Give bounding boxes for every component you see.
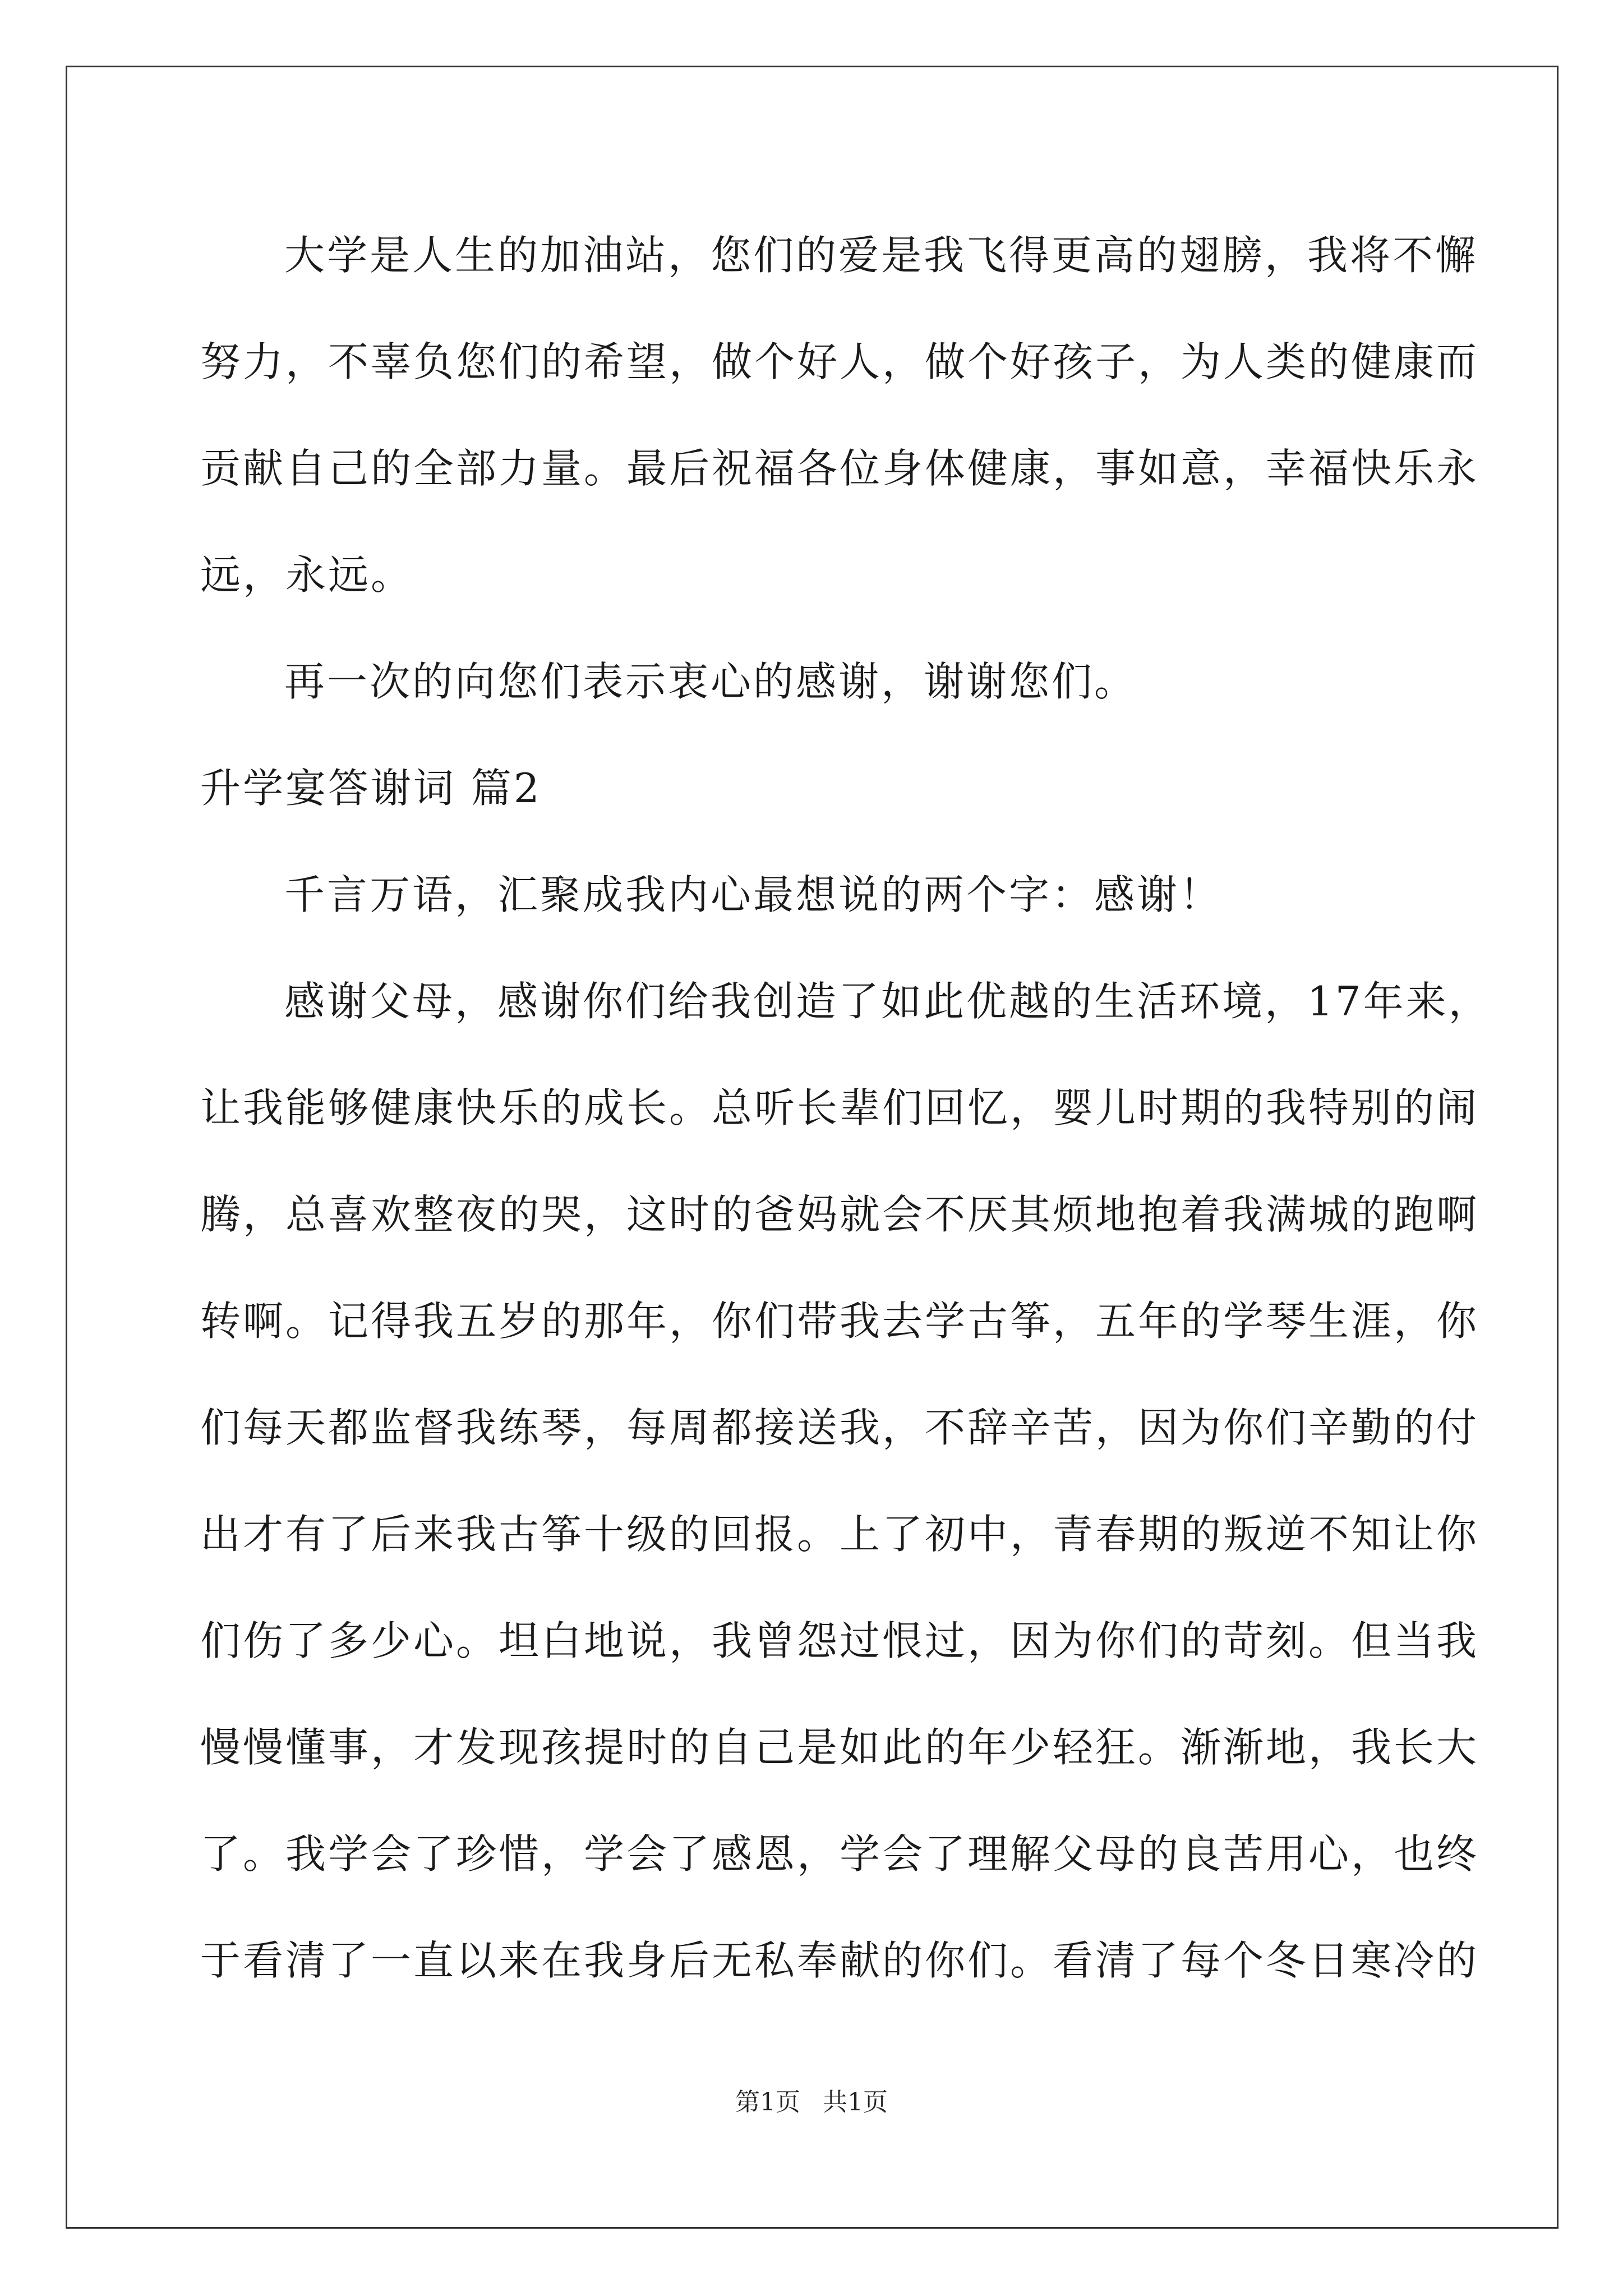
section-heading: 升学宴答谢词 篇2 — [200, 765, 542, 812]
paragraph-line: 了。我学会了珍惜，学会了感恩，学会了理解父母的良苦用心，也终 — [200, 1830, 1479, 1878]
paragraph-line: 转啊。记得我五岁的那年，你们带我去学古筝，五年的学琴生涯，你 — [200, 1297, 1479, 1345]
page-footer — [0, 2086, 1623, 2119]
paragraph-line: 慢慢懂事，才发现孩提时的自己是如此的年少轻狂。渐渐地，我长大 — [200, 1724, 1479, 1771]
paragraph-line: 再一次的向您们表示衷心的感谢，谢谢您们。 — [284, 658, 1137, 705]
paragraph-line: 腾，总喜欢整夜的哭，这时的爸妈就会不厌其烦地抱着我满城的跑啊 — [200, 1191, 1479, 1238]
paragraph-line: 千言万语，汇聚成我内心最想说的两个字：感谢！ — [284, 871, 1223, 918]
paragraph-line: 出才有了后来我古筝十级的回报。上了初中，青春期的叛逆不知让你 — [200, 1511, 1479, 1558]
page-number: 第1页 — [735, 2088, 800, 2116]
page-total: 共1页 — [823, 2088, 888, 2116]
paragraph-line: 让我能够健康快乐的成长。总听长辈们回忆，婴儿时期的我特别的闹 — [200, 1084, 1479, 1131]
paragraph-line: 远，永远。 — [200, 551, 414, 599]
paragraph-line: 大学是人生的加油站，您们的爱是我飞得更高的翅膀，我将不懈 — [284, 232, 1478, 279]
paragraph-line: 努力，不辜负您们的希望，做个好人，做个好孩子，为人类的健康而 — [200, 338, 1479, 385]
paragraph-line: 贡献自己的全部力量。最后祝福各位身体健康，事如意，幸福快乐永 — [200, 445, 1479, 492]
paragraph-line: 们伤了多少心。坦白地说，我曾怨过恨过，因为你们的苛刻。但当我 — [200, 1617, 1479, 1664]
paragraph-line: 们每天都监督我练琴，每周都接送我，不辞辛苦，因为你们辛勤的付 — [200, 1404, 1479, 1451]
paragraph-line: 感谢父母，感谢你们给我创造了如此优越的生活环境，17年来， — [284, 978, 1491, 1025]
paragraph-line: 于看清了一直以来在我身后无私奉献的你们。看清了每个冬日寒冷的 — [200, 1937, 1479, 1984]
